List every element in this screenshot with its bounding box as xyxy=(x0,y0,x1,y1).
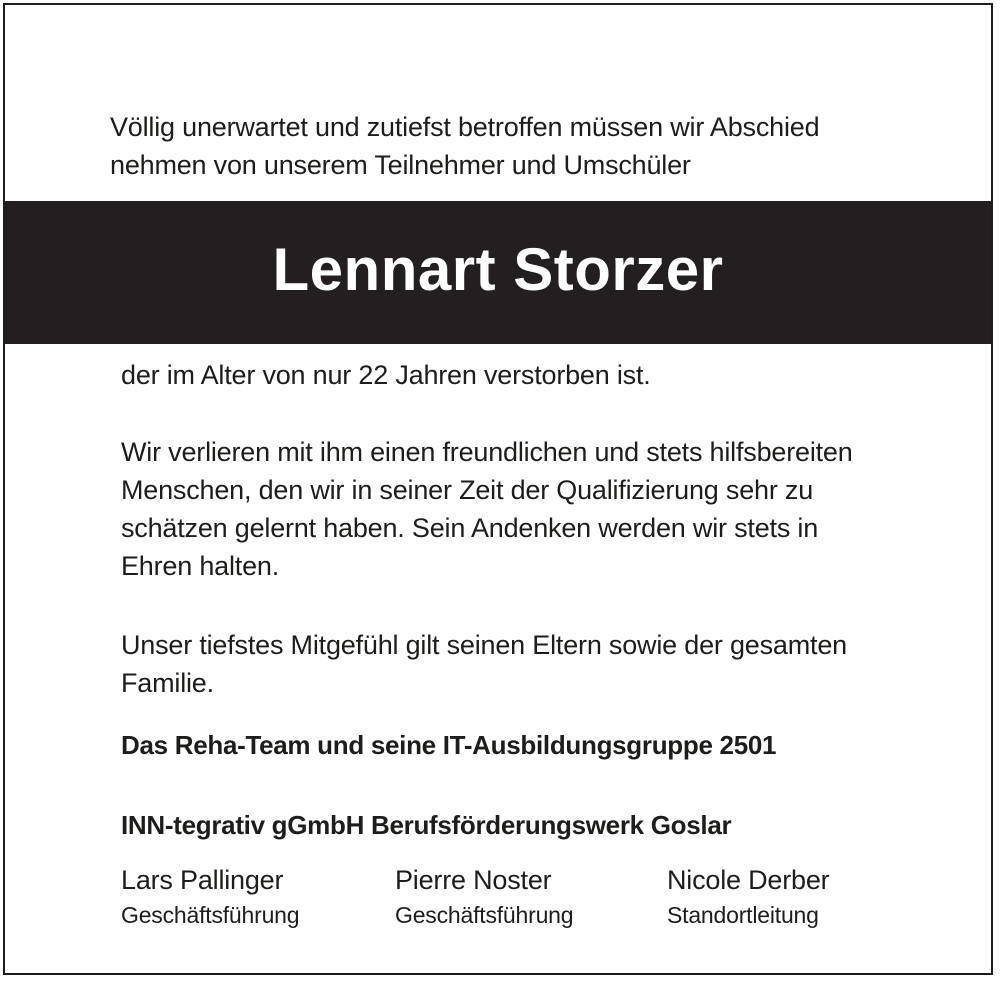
signatory-name: Pierre Noster xyxy=(395,865,552,895)
organization-name: INN-tegrativ gGmbH Berufsförderungswerk Goslar xyxy=(121,810,732,840)
signatory-role: Standortleitung xyxy=(667,902,819,928)
signatory xyxy=(395,862,573,932)
team-signature: Das Reha-Team und seine IT-Ausbildungsgruppe 2501 xyxy=(121,730,777,760)
age-statement xyxy=(121,356,921,394)
tribute-paragraph xyxy=(121,433,921,585)
signatory xyxy=(667,862,829,932)
intro-line: Völlig unerwartet und zutiefst betroffen müssen wir Abschied xyxy=(110,112,820,142)
paragraph-line: Menschen, den wir in seiner Zeit der Qualifizierung sehr zu xyxy=(121,475,814,505)
paragraph-line: schätzen gelernt haben. Sein Andenken werden wir stets in xyxy=(121,513,819,543)
condolence-paragraph xyxy=(121,626,921,702)
signatory-name: Nicole Derber xyxy=(667,865,830,895)
obituary-frame xyxy=(3,3,993,975)
paragraph-line: Ehren halten. xyxy=(121,551,280,581)
deceased-name: Lennart Storzer xyxy=(272,236,724,303)
signatory-role: Geschäftsführung xyxy=(395,902,574,928)
name-banner xyxy=(5,201,991,344)
age-line: der im Alter von nur 22 Jahren verstorben ist. xyxy=(121,360,651,390)
paragraph-line: Wir verlieren mit ihm einen freundlichen und stets hilfsbereiten xyxy=(121,437,853,467)
signatory-role: Geschäftsführung xyxy=(121,902,300,928)
signatory-name: Lars Pallinger xyxy=(121,865,284,895)
paragraph-line: Unser tiefstes Mitgefühl gilt seinen Eltern sowie der gesamten xyxy=(121,630,847,660)
intro-text xyxy=(110,108,930,184)
signatory xyxy=(121,862,299,932)
intro-line: nehmen von unserem Teilnehmer und Umschüler xyxy=(110,150,691,180)
paragraph-line: Familie. xyxy=(121,668,214,698)
